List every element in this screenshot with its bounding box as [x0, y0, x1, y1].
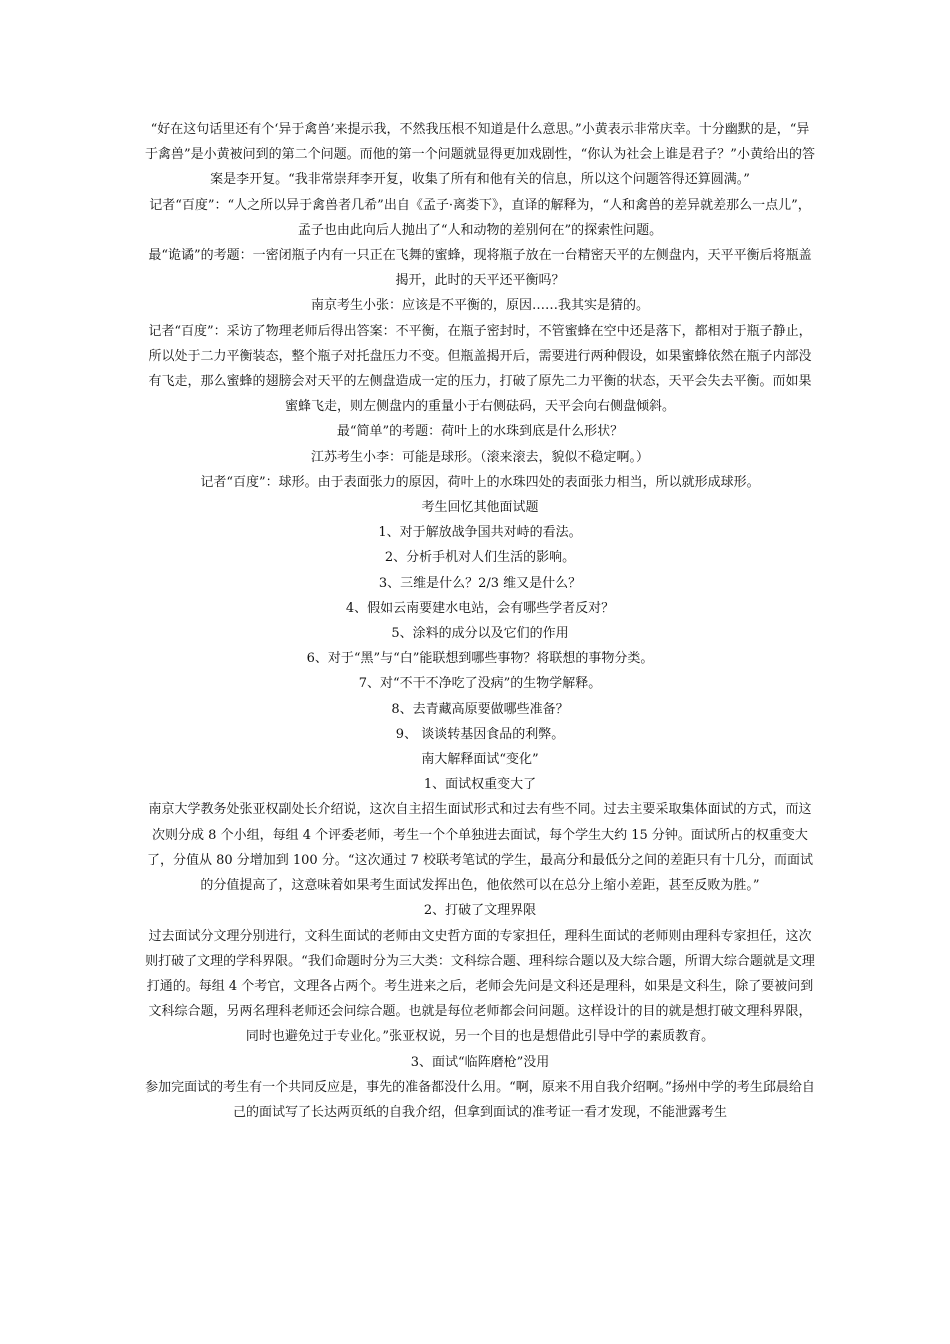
list-item: 1、对于解放战争国共对峙的看法。 [378, 525, 582, 541]
paragraph: 记者“百度”：采访了物理老师后得出答案：不平衡，在瓶子密封时，不管蜜蜂在空中还是落下，都相对于瓶子静止，所以处于二力平衡装态，整个瓶子对托盘压力不变。但瓶盖揭开后，需要进行两种假设，如果蜜蜂依然在瓶子内部没有飞走，那么蜜蜂的翅膀会对天平的左侧盘造成一定的压力，打破了原先二力平衡的状态，天平会失去平衡。而如果蜜蜂飞走，则左侧盘内的重量小于右侧砝码，天平会向右侧盘倾斜。 [148, 323, 812, 415]
section-heading: 考生回忆其他面试题 [421, 500, 539, 516]
list-item: 2、分析手机对人们生活的影响。 [384, 550, 576, 566]
paragraph: 南京考生小张：应该是不平衡的，原因……我其实是猜的。 [310, 298, 649, 314]
paragraph: 参加完面试的考生有一个共同反应是，事先的准备都没什么用。“啊，原来不用自我介绍啊。”扬州中学的考生邱晨给自己的面试写了长达两页纸的自我介绍，但拿到面试的准考证一看才发现，不能泄露考生 [145, 1079, 815, 1120]
list-item: 3、三维是什么？2/3 维又是什么？ [378, 575, 582, 591]
subheading: 2、打破了文理界限 [423, 903, 537, 919]
subheading: 1、面试权重变大了 [423, 777, 537, 793]
paragraph: 过去面试分文理分别进行，文科生面试的老师由文史哲方面的专家担任，理科生面试的老师则由理科专家担任，这次则打破了文理的学科界限。“我们命题时分为三大类：文科综合题、理科综合题以及大综合题，所谓大综合题就是文理打通的。每组 4 个考官，文理各占两个。考生进来之后，老师会先问是文科还是理科，如果是文科生，除了要被问到文科综合题，另两名理科老师还会问综合题。也就是每位老师都会问问题。这样设计的目的就是想打破文理科界限，同时也避免过于专业化。”张亚权说，另一个目的也是想借此引导中学的素质教育。 [145, 928, 815, 1045]
paragraph: 最“简单”的考题：荷叶上的水珠到底是什么形状？ [336, 424, 624, 440]
list-item: 4、假如云南要建水电站，会有哪些学者反对？ [345, 600, 615, 616]
paragraph: “好在这句话里还有个‘异于禽兽’来提示我，不然我压根不知道是什么意思。”小黄表示非常庆幸。十分幽默的是，“异于禽兽”是小黄被问到的第二个问题。而他的第一个问题就显得更加戏剧性，“你认为社会上谁是君子？”小黄给出的答案是李开复。“我非常崇拜李开复，收集了所有和他有关的信息，所以这个问题答得还算圆满。” [145, 122, 815, 188]
list-item: 6、对于“黑”与“白”能联想到哪些事物？将联想的事物分类。 [306, 651, 654, 667]
section-heading: 南大解释面试“变化” [421, 752, 539, 768]
list-item: 8、去青藏高原要做哪些准备？ [391, 701, 569, 717]
subheading: 3、面试“临阵磨枪”没用 [410, 1054, 550, 1070]
list-item: 5、涂料的成分以及它们的作用 [391, 626, 569, 642]
list-item: 9、 谈谈转基因食品的利弊。 [395, 726, 565, 742]
paragraph: 南京大学教务处张亚权副处长介绍说，这次自主招生面试形式和过去有些不同。过去主要采取集体面试的方式，而这次则分成 8 个小组，每组 4 个评委老师，考生一个个单独进去面试，每个学生大约 15 分钟。面试所占的权重变大了，分值从 80 分增加到 100 分。“这次通过 7 校联考笔试的学生，最高分和最低分之间的差距只有十几分，而面试的分值提高了，这意味着如果考生面试发挥出色，他依然可以在总分上缩小差距，甚至反败为胜。” [146, 802, 814, 894]
paragraph: 记者“百度”：“人之所以异于禽兽者几希”出自《孟子·离娄下》，直译的解释为，“人和禽兽的差异就差那么一点儿”，孟子也由此向后人抛出了“人和动物的差别何在”的探索性问题。 [149, 197, 811, 238]
document-body [145, 117, 815, 1125]
paragraph: 最“诡谲”的考题：一密闭瓶子内有一只正在飞舞的蜜蜂，现将瓶子放在一台精密天平的左侧盘内，天平平衡后将瓶盖揭开，此时的天平还平衡吗？ [148, 248, 812, 289]
list-item: 7、对“不干不净吃了没病”的生物学解释。 [358, 676, 602, 692]
paragraph: 江苏考生小李：可能是球形。（滚来滚去，貌似不稳定啊。） [310, 449, 649, 465]
paragraph: 记者“百度”：球形。由于表面张力的原因，荷叶上的水珠四处的表面张力相当，所以就形成球形。 [200, 474, 760, 490]
